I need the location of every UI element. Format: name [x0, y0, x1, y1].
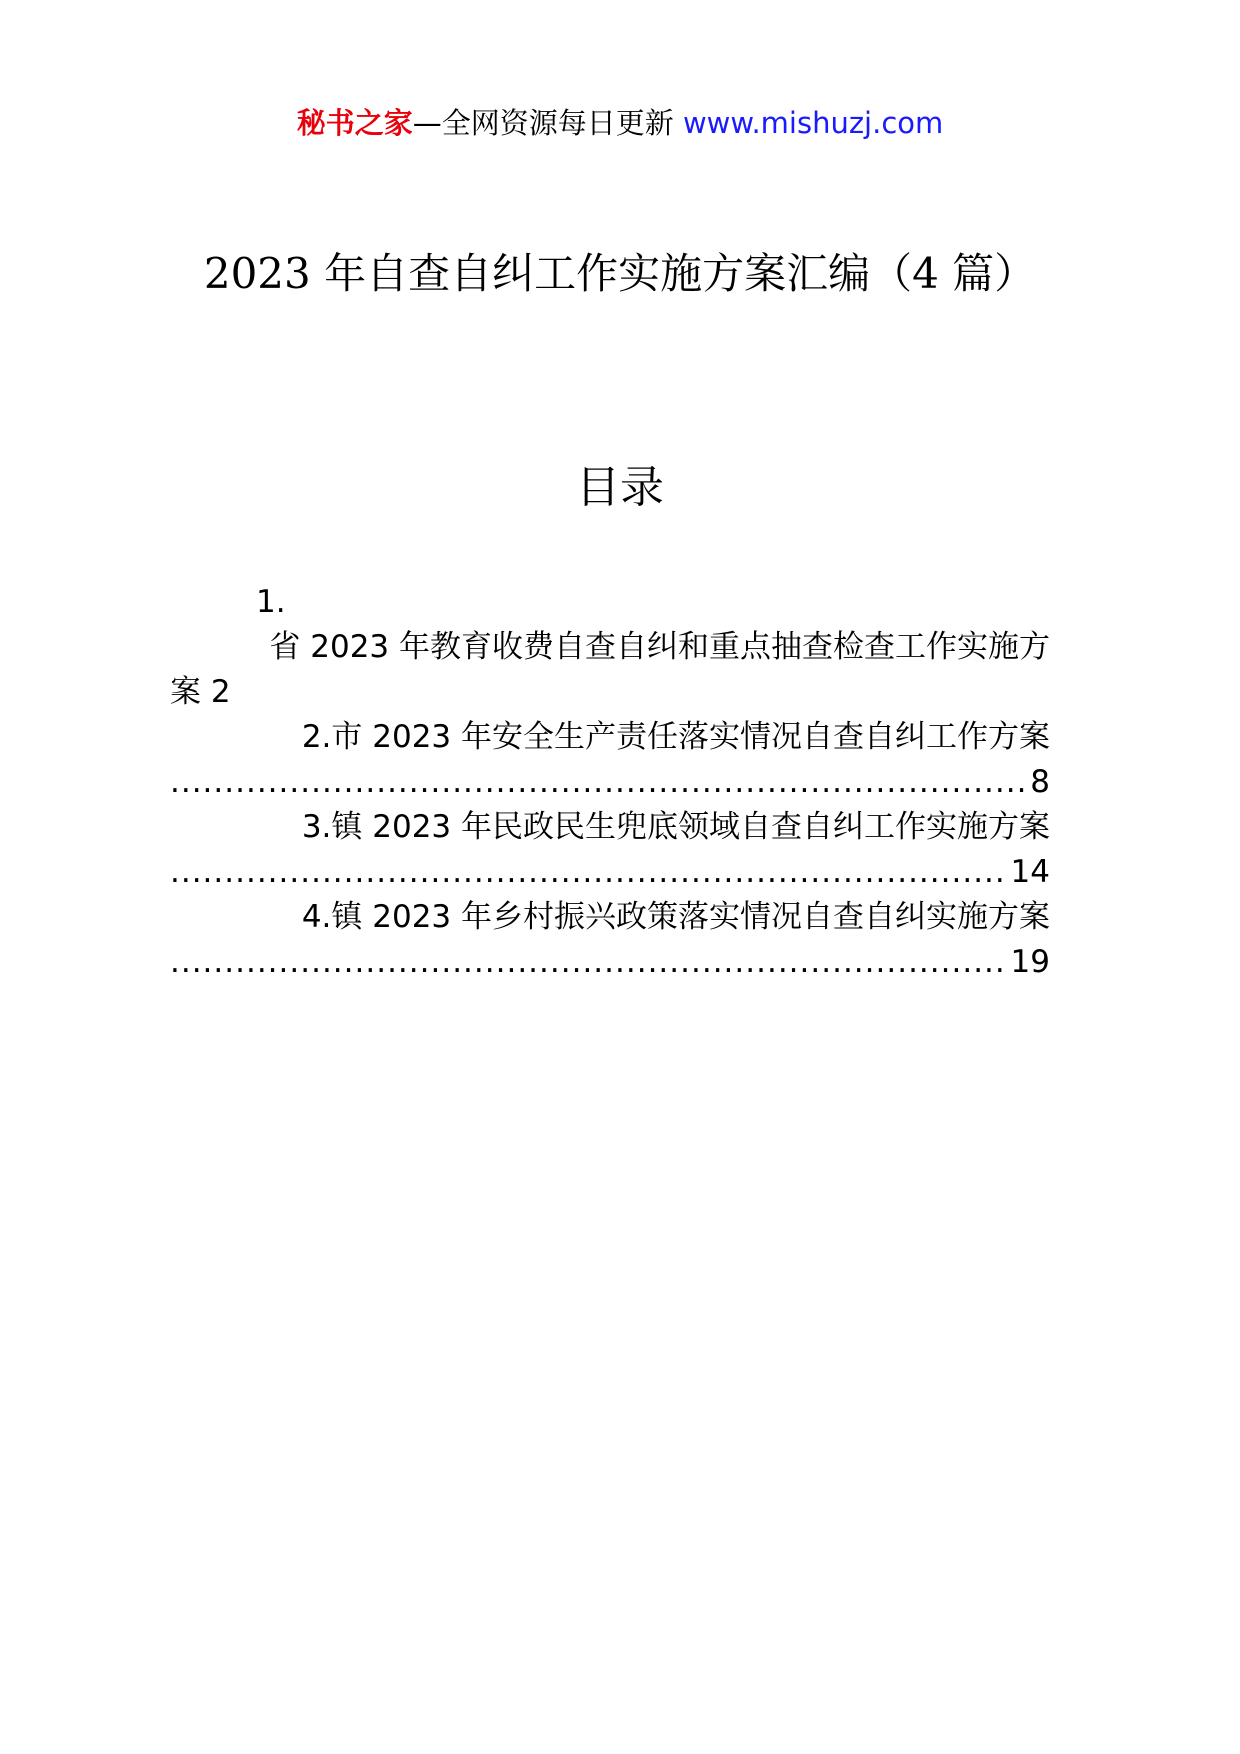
toc-entry-title: 省 2023 年教育收费自查自纠和重点抽查检查工作实施方	[269, 629, 1050, 665]
toc-entry[interactable]	[170, 580, 1050, 715]
dot-leader	[170, 760, 1028, 805]
toc-entry-page: 19	[1010, 944, 1050, 980]
toc-entry-leader	[170, 760, 1050, 805]
toc-entry-title: 2.市 2023 年安全生产责任落实情况自查自纠工作方案	[301, 719, 1050, 755]
toc-entry[interactable]	[188, 715, 1050, 805]
toc-entry-page: 14	[1010, 854, 1050, 890]
dot-leader	[170, 940, 1009, 985]
toc-heading: 目录	[576, 462, 664, 513]
toc-entry-leader	[170, 850, 1050, 895]
toc-entry-leader	[170, 940, 1050, 985]
header-tagline: —全网资源每日更新	[412, 106, 683, 140]
brand-name: 秘书之家	[296, 106, 413, 140]
page-header	[0, 103, 1240, 143]
toc-entry-title: 4.镇 2023 年乡村振兴政策落实情况自查自纠实施方案	[301, 899, 1050, 935]
toc-entry-number: 1.	[256, 584, 286, 620]
toc-entry[interactable]	[188, 895, 1050, 985]
site-url[interactable]: www.mishuzj.com	[682, 106, 944, 140]
toc-entry-tail	[170, 670, 1050, 715]
toc-entry-page: 8	[1030, 764, 1050, 800]
table-of-contents	[170, 580, 1050, 985]
document-title: 2023 年自查自纠工作实施方案汇编（4 篇）	[203, 249, 1037, 298]
dot-leader	[170, 850, 1009, 895]
toc-entry-page: 2	[210, 674, 231, 710]
toc-entry[interactable]	[188, 805, 1050, 895]
toc-entry-title-tail: 案	[170, 674, 201, 710]
toc-entry-title: 3.镇 2023 年民政民生兜底领域自查自纠工作实施方案	[301, 809, 1050, 845]
